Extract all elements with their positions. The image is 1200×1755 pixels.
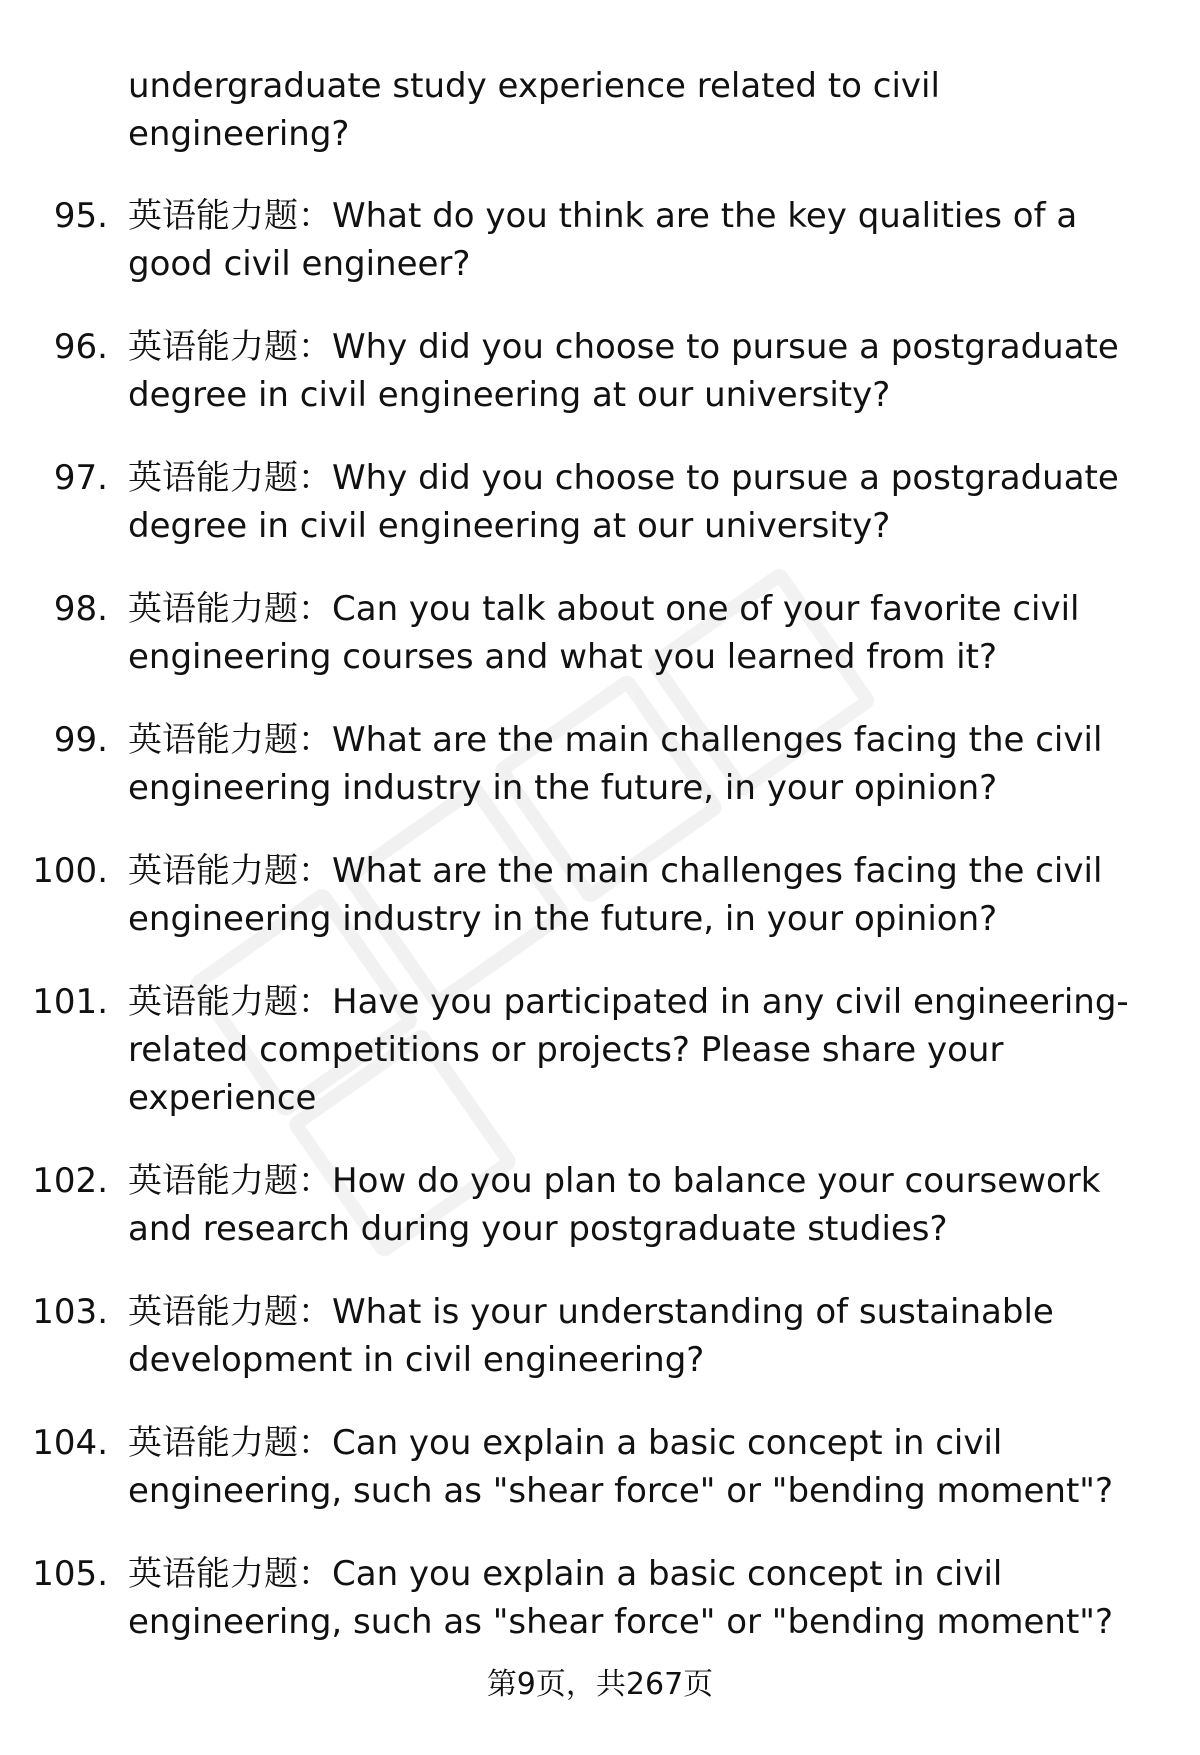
question-number: 96. bbox=[53, 327, 108, 367]
question-text: How do you plan to balance your coursework and research during your postgraduate studies? bbox=[128, 1161, 1101, 1249]
question-label: 英语能力题： bbox=[128, 982, 332, 1022]
question-text: Have you participated in any civil engineering-related competitions or projects? Please share your experience bbox=[128, 982, 1129, 1118]
question-content bbox=[128, 585, 1158, 681]
question-text: Why did you choose to pursue a postgraduate degree in civil engineering at our university? bbox=[128, 327, 1119, 415]
question-item bbox=[0, 716, 1200, 812]
question-text: What are the main challenges facing the civil engineering industry in the future, in your opinion? bbox=[128, 851, 1103, 939]
question-label: 英语能力题： bbox=[128, 1554, 332, 1594]
question-number: 103. bbox=[32, 1292, 108, 1332]
question-item bbox=[0, 847, 1200, 943]
question-text: What do you think are the key qualities of a good civil engineer? bbox=[128, 196, 1078, 284]
question-label: 英语能力题： bbox=[128, 458, 332, 498]
question-number: 101. bbox=[32, 982, 108, 1022]
question-item bbox=[0, 1550, 1200, 1646]
question-item bbox=[0, 1419, 1200, 1515]
question-content bbox=[128, 192, 1158, 288]
question-text: Can you explain a basic concept in civil engineering, such as "shear force" or "bending moment"? bbox=[128, 1554, 1113, 1642]
question-content bbox=[128, 454, 1158, 550]
question-item bbox=[0, 1288, 1200, 1384]
question-label: 英语能力题： bbox=[128, 196, 332, 236]
question-content bbox=[128, 978, 1158, 1122]
question-number: 102. bbox=[32, 1161, 108, 1201]
question-label: 英语能力题： bbox=[128, 327, 332, 367]
question-content bbox=[128, 1550, 1158, 1646]
question-item bbox=[0, 978, 1200, 1122]
question-label: 英语能力题： bbox=[128, 589, 332, 629]
page-footer: 第9页，共267页 bbox=[486, 1667, 714, 1702]
question-text: What is your understanding of sustainable development in civil engineering? bbox=[128, 1292, 1054, 1380]
question-text: Can you talk about one of your favorite civil engineering courses and what you learned from it? bbox=[128, 589, 1080, 677]
question-label: 英语能力题： bbox=[128, 1292, 332, 1332]
question-content bbox=[128, 1288, 1158, 1384]
question-item bbox=[0, 454, 1200, 550]
question-number: 100. bbox=[32, 851, 108, 891]
question-number: 104. bbox=[32, 1423, 108, 1463]
question-content bbox=[128, 716, 1158, 812]
question-list bbox=[0, 192, 1200, 1681]
question-number: 99. bbox=[53, 720, 108, 760]
question-label: 英语能力题： bbox=[128, 1161, 332, 1201]
question-content bbox=[128, 323, 1158, 419]
question-label: 英语能力题： bbox=[128, 1423, 332, 1463]
continued-question-text: undergraduate study experience related to civil engineering? bbox=[128, 66, 940, 154]
question-number: 97. bbox=[53, 458, 108, 498]
question-item bbox=[0, 1157, 1200, 1253]
question-number: 95. bbox=[53, 196, 108, 236]
question-content bbox=[128, 1157, 1158, 1253]
question-item bbox=[0, 192, 1200, 288]
question-number: 98. bbox=[53, 589, 108, 629]
question-content bbox=[128, 847, 1158, 943]
question-content bbox=[128, 1419, 1158, 1515]
question-label: 英语能力题： bbox=[128, 720, 332, 760]
question-number: 105. bbox=[32, 1554, 108, 1594]
question-text: Can you explain a basic concept in civil engineering, such as "shear force" or "bending moment"? bbox=[128, 1423, 1113, 1511]
question-item bbox=[0, 323, 1200, 419]
question-text: What are the main challenges facing the civil engineering industry in the future, in your opinion? bbox=[128, 720, 1103, 808]
question-text: Why did you choose to pursue a postgraduate degree in civil engineering at our university? bbox=[128, 458, 1119, 546]
question-item bbox=[0, 585, 1200, 681]
question-label: 英语能力题： bbox=[128, 851, 332, 891]
